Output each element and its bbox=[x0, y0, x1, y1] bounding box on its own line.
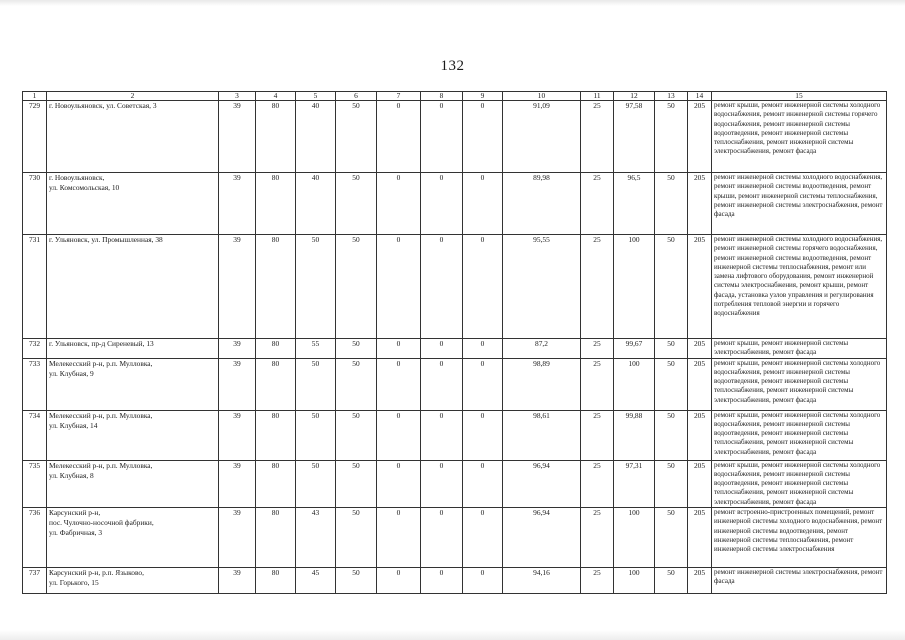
value-cell-c12: 99,88 bbox=[614, 410, 655, 460]
value-cell-c7: 0 bbox=[377, 508, 421, 568]
value-cell-c9: 0 bbox=[463, 358, 503, 410]
value-cell-c11: 25 bbox=[581, 410, 614, 460]
row-number: 731 bbox=[23, 235, 47, 339]
value-cell-c11: 25 bbox=[581, 339, 614, 359]
value-cell-c3: 39 bbox=[219, 410, 256, 460]
address-cell bbox=[47, 358, 219, 410]
value-cell-c11: 25 bbox=[581, 568, 614, 594]
value-cell-c9: 0 bbox=[463, 508, 503, 568]
works-cell: ремонт инженерной системы холодного водоснабжения, ремонт инженерной системы водоотведения, ремонт крыши, ремонт инженерной системы теплоснабжения, ремонт инженерной системы электроснабжения, ремонт фасада bbox=[712, 173, 887, 235]
works-cell: ремонт инженерной системы электроснабжения, ремонт фасада bbox=[712, 568, 887, 594]
value-cell-c10: 98,89 bbox=[503, 358, 581, 410]
scan-edge-top bbox=[0, 0, 905, 6]
value-cell-c14: 205 bbox=[688, 508, 712, 568]
value-cell-c4: 80 bbox=[256, 358, 296, 410]
value-cell-c3: 39 bbox=[219, 235, 256, 339]
address-line: г. Ульяновск, ул. Промышленная, 38 bbox=[49, 235, 163, 244]
header-cell: 10 bbox=[503, 92, 581, 101]
value-cell-c4: 80 bbox=[256, 410, 296, 460]
header-cell: 6 bbox=[336, 92, 377, 101]
value-cell-c14: 205 bbox=[688, 410, 712, 460]
value-cell-c13: 50 bbox=[655, 101, 688, 173]
value-cell-c5: 50 bbox=[296, 410, 336, 460]
value-cell-c4: 80 bbox=[256, 568, 296, 594]
value-cell-c4: 80 bbox=[256, 173, 296, 235]
value-cell-c6: 50 bbox=[336, 410, 377, 460]
table-row bbox=[23, 358, 887, 410]
value-cell-c14: 205 bbox=[688, 460, 712, 507]
address-line: г. Новоульяновск, bbox=[49, 173, 105, 182]
value-cell-c13: 50 bbox=[655, 460, 688, 507]
works-cell: ремонт крыши, ремонт инженерной системы холодного водоснабжения, ремонт инженерной системы водоотведения, ремонт инженерной системы теплоснабжения, ремонт инженерной системы электроснабжения, ремонт фасада bbox=[712, 358, 887, 410]
header-cell: 13 bbox=[655, 92, 688, 101]
value-cell-c14: 205 bbox=[688, 235, 712, 339]
value-cell-c8: 0 bbox=[421, 339, 463, 359]
value-cell-c8: 0 bbox=[421, 568, 463, 594]
address-cell bbox=[47, 339, 219, 359]
row-number: 733 bbox=[23, 358, 47, 410]
value-cell-c11: 25 bbox=[581, 173, 614, 235]
value-cell-c10: 96,94 bbox=[503, 508, 581, 568]
table-row bbox=[23, 508, 887, 568]
works-cell: ремонт крыши, ремонт инженерной системы электроснабжения, ремонт фасада bbox=[712, 339, 887, 359]
value-cell-c4: 80 bbox=[256, 460, 296, 507]
value-cell-c7: 0 bbox=[377, 339, 421, 359]
header-cell: 14 bbox=[688, 92, 712, 101]
value-cell-c13: 50 bbox=[655, 358, 688, 410]
address-line: ул. Фабричная, 3 bbox=[49, 527, 103, 537]
address-line: Мелекесский р-н, р.п. Мулловка, bbox=[49, 460, 153, 470]
value-cell-c3: 39 bbox=[219, 339, 256, 359]
value-cell-c7: 0 bbox=[377, 358, 421, 410]
value-cell-c6: 50 bbox=[336, 568, 377, 594]
header-cell: 4 bbox=[256, 92, 296, 101]
value-cell-c10: 98,61 bbox=[503, 410, 581, 460]
row-number: 736 bbox=[23, 508, 47, 568]
value-cell-c5: 50 bbox=[296, 235, 336, 339]
address-cell bbox=[47, 173, 219, 235]
table-row bbox=[23, 460, 887, 507]
value-cell-c11: 25 bbox=[581, 460, 614, 507]
header-cell: 8 bbox=[421, 92, 463, 101]
value-cell-c3: 39 bbox=[219, 568, 256, 594]
register-table bbox=[22, 91, 887, 594]
value-cell-c13: 50 bbox=[655, 339, 688, 359]
address-cell bbox=[47, 101, 219, 173]
value-cell-c6: 50 bbox=[336, 339, 377, 359]
table-row bbox=[23, 568, 887, 594]
value-cell-c10: 96,94 bbox=[503, 460, 581, 507]
address-line: Мелекесский р-н, р.п. Мулловка, bbox=[49, 358, 153, 368]
value-cell-c12: 97,31 bbox=[614, 460, 655, 507]
value-cell-c8: 0 bbox=[421, 508, 463, 568]
works-cell: ремонт крыши, ремонт инженерной системы холодного водоснабжения, ремонт инженерной системы водоотведения, ремонт инженерной системы теплоснабжения, ремонт инженерной системы электроснабжения, ремонт фасада bbox=[712, 460, 887, 507]
value-cell-c11: 25 bbox=[581, 235, 614, 339]
value-cell-c13: 50 bbox=[655, 235, 688, 339]
header-cell: 12 bbox=[614, 92, 655, 101]
value-cell-c14: 205 bbox=[688, 358, 712, 410]
header-cell: 15 bbox=[712, 92, 887, 101]
address-line: Карсунский р-н, bbox=[49, 508, 101, 518]
value-cell-c11: 25 bbox=[581, 508, 614, 568]
value-cell-c14: 205 bbox=[688, 568, 712, 594]
header-cell: 3 bbox=[219, 92, 256, 101]
value-cell-c10: 91,09 bbox=[503, 101, 581, 173]
row-number: 737 bbox=[23, 568, 47, 594]
address-line: ул. Комсомольская, 10 bbox=[49, 182, 120, 192]
scan-edge-bottom bbox=[0, 630, 905, 640]
value-cell-c8: 0 bbox=[421, 235, 463, 339]
works-cell: ремонт встроенно-пристроенных помещений, ремонт инженерной системы холодного водоснабжения, ремонт инженерной системы водоотведения, ремонт инженерной системы теплоснабжения, ремонт инженерной системы электроснабжения bbox=[712, 508, 887, 568]
value-cell-c9: 0 bbox=[463, 410, 503, 460]
value-cell-c5: 45 bbox=[296, 568, 336, 594]
value-cell-c5: 55 bbox=[296, 339, 336, 359]
table-row bbox=[23, 410, 887, 460]
value-cell-c9: 0 bbox=[463, 568, 503, 594]
value-cell-c4: 80 bbox=[256, 508, 296, 568]
header-cell: 2 bbox=[47, 92, 219, 101]
value-cell-c6: 50 bbox=[336, 235, 377, 339]
address-cell bbox=[47, 235, 219, 339]
value-cell-c10: 89,98 bbox=[503, 173, 581, 235]
value-cell-c9: 0 bbox=[463, 339, 503, 359]
address-cell bbox=[47, 410, 219, 460]
address-line: Мелекесский р-н, р.п. Мулловка, bbox=[49, 410, 153, 420]
value-cell-c7: 0 bbox=[377, 235, 421, 339]
value-cell-c13: 50 bbox=[655, 568, 688, 594]
value-cell-c3: 39 bbox=[219, 460, 256, 507]
value-cell-c12: 100 bbox=[614, 358, 655, 410]
value-cell-c12: 100 bbox=[614, 235, 655, 339]
value-cell-c7: 0 bbox=[377, 101, 421, 173]
value-cell-c6: 50 bbox=[336, 508, 377, 568]
address-line: г. Ульяновск, пр-д Сиреневый, 13 bbox=[49, 339, 154, 348]
value-cell-c5: 43 bbox=[296, 508, 336, 568]
value-cell-c8: 0 bbox=[421, 460, 463, 507]
value-cell-c4: 80 bbox=[256, 339, 296, 359]
row-number: 735 bbox=[23, 460, 47, 507]
address-line: ул. Клубная, 8 bbox=[49, 470, 94, 480]
value-cell-c7: 0 bbox=[377, 460, 421, 507]
table-header-row bbox=[23, 92, 887, 101]
value-cell-c3: 39 bbox=[219, 358, 256, 410]
value-cell-c12: 100 bbox=[614, 508, 655, 568]
value-cell-c7: 0 bbox=[377, 410, 421, 460]
works-cell: ремонт крыши, ремонт инженерной системы холодного водоснабжения, ремонт инженерной системы водоотведения, ремонт инженерной системы теплоснабжения, ремонт инженерной системы электроснабжения, ремонт фасада bbox=[712, 410, 887, 460]
row-number: 730 bbox=[23, 173, 47, 235]
value-cell-c3: 39 bbox=[219, 173, 256, 235]
address-cell bbox=[47, 508, 219, 568]
value-cell-c4: 80 bbox=[256, 235, 296, 339]
value-cell-c13: 50 bbox=[655, 410, 688, 460]
value-cell-c12: 100 bbox=[614, 568, 655, 594]
value-cell-c4: 80 bbox=[256, 101, 296, 173]
value-cell-c11: 25 bbox=[581, 101, 614, 173]
address-cell bbox=[47, 568, 219, 594]
value-cell-c9: 0 bbox=[463, 173, 503, 235]
address-cell bbox=[47, 460, 219, 507]
value-cell-c12: 96,5 bbox=[614, 173, 655, 235]
header-cell: 7 bbox=[377, 92, 421, 101]
table-row bbox=[23, 339, 887, 359]
header-cell: 1 bbox=[23, 92, 47, 101]
value-cell-c9: 0 bbox=[463, 101, 503, 173]
value-cell-c8: 0 bbox=[421, 410, 463, 460]
value-cell-c7: 0 bbox=[377, 173, 421, 235]
value-cell-c13: 50 bbox=[655, 508, 688, 568]
value-cell-c6: 50 bbox=[336, 460, 377, 507]
row-number: 734 bbox=[23, 410, 47, 460]
value-cell-c12: 97,58 bbox=[614, 101, 655, 173]
works-cell: ремонт крыши, ремонт инженерной системы холодного водоснабжения, ремонт инженерной системы горячего водоснабжения, ремонт инженерной системы водоотведения, ремонт инженерной системы теплоснабжения, ремонт инженерной системы электроснабжения, ремонт фасада bbox=[712, 101, 887, 173]
address-line: ул. Горького, 15 bbox=[49, 577, 99, 587]
table-row bbox=[23, 173, 887, 235]
value-cell-c14: 205 bbox=[688, 339, 712, 359]
row-number: 732 bbox=[23, 339, 47, 359]
value-cell-c11: 25 bbox=[581, 358, 614, 410]
row-number: 729 bbox=[23, 101, 47, 173]
value-cell-c10: 94,16 bbox=[503, 568, 581, 594]
value-cell-c9: 0 bbox=[463, 460, 503, 507]
address-line: пос. Чулочно-носочной фабрики, bbox=[49, 517, 154, 527]
value-cell-c10: 87,2 bbox=[503, 339, 581, 359]
value-cell-c8: 0 bbox=[421, 101, 463, 173]
value-cell-c5: 40 bbox=[296, 101, 336, 173]
value-cell-c5: 50 bbox=[296, 358, 336, 410]
value-cell-c3: 39 bbox=[219, 101, 256, 173]
table-row bbox=[23, 101, 887, 173]
works-cell: ремонт инженерной системы холодного водоснабжения, ремонт инженерной системы горячего водоснабжения, ремонт инженерной системы водоотведения, ремонт инженерной системы теплоснабжения, ремонт или замена лифтового оборудования, ремонт инженерной системы электроснабжения, ремонт крыши, ремонт фасада, установка узлов управления и регулирования потребления тепловой энергии и горячего водоснабжения bbox=[712, 235, 887, 339]
header-cell: 9 bbox=[463, 92, 503, 101]
address-line: Карсунский р-н, р.п. Языково, bbox=[49, 568, 144, 578]
value-cell-c7: 0 bbox=[377, 568, 421, 594]
value-cell-c14: 205 bbox=[688, 173, 712, 235]
value-cell-c14: 205 bbox=[688, 101, 712, 173]
value-cell-c5: 40 bbox=[296, 173, 336, 235]
table-row bbox=[23, 235, 887, 339]
value-cell-c12: 99,67 bbox=[614, 339, 655, 359]
header-cell: 5 bbox=[296, 92, 336, 101]
value-cell-c13: 50 bbox=[655, 173, 688, 235]
value-cell-c6: 50 bbox=[336, 173, 377, 235]
value-cell-c10: 95,55 bbox=[503, 235, 581, 339]
value-cell-c6: 50 bbox=[336, 358, 377, 410]
table-body bbox=[23, 101, 887, 594]
value-cell-c9: 0 bbox=[463, 235, 503, 339]
header-cell: 11 bbox=[581, 92, 614, 101]
address-line: ул. Клубная, 9 bbox=[49, 368, 94, 378]
page-number: 132 bbox=[440, 58, 465, 74]
value-cell-c3: 39 bbox=[219, 508, 256, 568]
value-cell-c6: 50 bbox=[336, 101, 377, 173]
value-cell-c8: 0 bbox=[421, 173, 463, 235]
address-line: г. Новоульяновск, ул. Советская, 3 bbox=[49, 101, 157, 110]
value-cell-c8: 0 bbox=[421, 358, 463, 410]
address-line: ул. Клубная, 14 bbox=[49, 420, 98, 430]
value-cell-c5: 50 bbox=[296, 460, 336, 507]
